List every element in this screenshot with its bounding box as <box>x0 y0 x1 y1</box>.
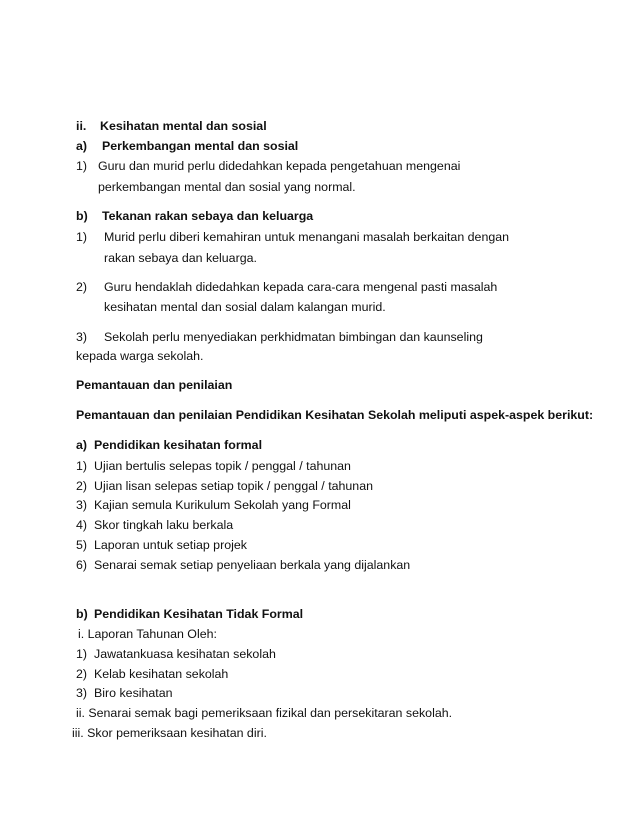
subheading-text: Pendidikan kesihatan formal <box>94 438 263 452</box>
list-item-continuation: kesihatan mental dan sosial dalam kalangan murid. <box>104 300 386 314</box>
item-number: 6) <box>76 558 88 572</box>
list-item <box>76 330 483 344</box>
subheading-text: Tekanan rakan sebaya dan keluarga <box>102 209 314 223</box>
item-number: 3) <box>76 498 88 512</box>
item-number: 4) <box>76 518 88 532</box>
list-item <box>76 686 173 700</box>
subheading-formal <box>76 438 262 452</box>
item-text: Senarai semak setiap penyeliaan berkala yang dijalankan <box>94 558 411 572</box>
heading-text: Kesihatan mental dan sosial <box>100 119 267 133</box>
item-text: Murid perlu diberi kemahiran untuk menangani masalah berkaitan dengan <box>104 230 510 244</box>
list-item <box>76 647 276 661</box>
list-item <box>76 459 351 473</box>
roman-item: iii. Skor pemeriksaan kesihatan diri. <box>72 726 267 740</box>
item-text: Skor tingkah laku berkala <box>94 518 234 532</box>
subheading-number: a) <box>76 438 88 452</box>
item-text: Kelab kesihatan sekolah <box>94 667 229 681</box>
roman-item: i. Laporan Tahunan Oleh: <box>78 627 217 641</box>
subheading-text: Pendidikan Kesihatan Tidak Formal <box>94 607 304 621</box>
list-item <box>76 558 410 572</box>
subheading-number: b) <box>76 607 88 621</box>
item-number: 1) <box>76 230 88 244</box>
list-item-continuation: kepada warga sekolah. <box>76 349 204 363</box>
list-item-continuation: rakan sebaya dan keluarga. <box>104 251 257 265</box>
item-text: Guru dan murid perlu didedahkan kepada pengetahuan mengenai <box>98 159 461 173</box>
roman-item: ii. Senarai semak bagi pemeriksaan fizikal dan persekitaran sekolah. <box>76 706 453 720</box>
item-number: 1) <box>76 159 88 173</box>
list-item <box>76 280 497 294</box>
item-number: 2) <box>76 667 88 681</box>
heading-number: ii. <box>76 119 87 133</box>
item-text: Ujian lisan selepas setiap topik / penggal / tahunan <box>94 479 373 493</box>
list-item-continuation: perkembangan mental dan sosial yang normal. <box>98 180 356 194</box>
list-item <box>76 230 509 244</box>
subheading-text: Perkembangan mental dan sosial <box>102 139 299 153</box>
item-text: Ujian bertulis selepas topik / penggal / tahunan <box>94 459 351 473</box>
subheading-b <box>76 209 313 223</box>
subheading-a <box>76 139 298 153</box>
item-number: 1) <box>76 459 88 473</box>
item-text: Biro kesihatan <box>94 686 173 700</box>
list-item <box>76 538 247 552</box>
list-item <box>76 159 460 173</box>
item-text: Guru hendaklah didedahkan kepada cara-cara mengenal pasti masalah <box>104 280 498 294</box>
subheading-informal <box>76 607 303 621</box>
section-heading <box>76 119 267 133</box>
list-item <box>76 479 373 493</box>
list-item <box>76 498 351 512</box>
section-title: Pemantauan dan penilaian <box>76 378 233 392</box>
item-number: 3) <box>76 686 88 700</box>
item-text: Kajian semula Kurikulum Sekolah yang Formal <box>94 498 351 512</box>
item-text: Sekolah perlu menyediakan perkhidmatan bimbingan dan kaunseling <box>104 330 483 344</box>
item-number: 3) <box>76 330 88 344</box>
item-number: 1) <box>76 647 88 661</box>
item-number: 5) <box>76 538 88 552</box>
list-item <box>76 667 228 681</box>
item-number: 2) <box>76 479 88 493</box>
subheading-number: b) <box>76 209 88 223</box>
item-text: Jawatankuasa kesihatan sekolah <box>94 647 276 661</box>
subheading-number: a) <box>76 139 88 153</box>
item-number: 2) <box>76 280 88 294</box>
intro-paragraph: Pemantauan dan penilaian Pendidikan Kesihatan Sekolah meliputi aspek-aspek berikut: <box>76 408 594 422</box>
list-item <box>76 518 233 532</box>
item-text: Laporan untuk setiap projek <box>94 538 247 552</box>
